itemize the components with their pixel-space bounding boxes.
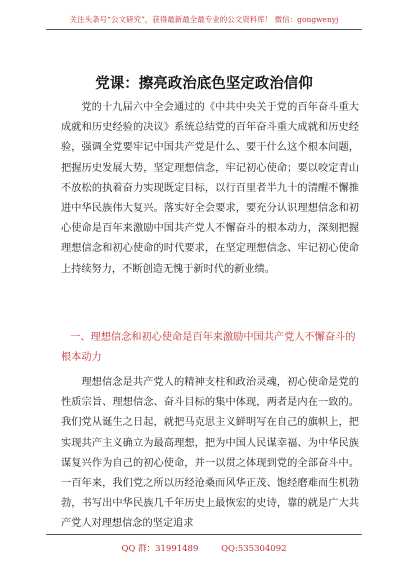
page-footer <box>0 542 408 554</box>
body-paragraph-1: 党的十九届六中全会通过的《中共中央关于党的百年奋斗重大成就和历史经验的决议》系统总结党的百年奋斗重大成就和历史经验，强调全党要牢记中国共产党是什么、要干什么这个根本问题，把握历史发展大势，坚定理想信念，牢记初心使命；要以咬定青山不放松的执着奋力实现既定目标，以行百里者半九十的清醒不懈推进中华民族伟大复兴。落实好全会要求，要充分认识理想信念和初心使命是百年来激励中国共产党人不懈奋斗的根本动力，深刻把握理想信念和初心使命的时代要求，在坚定理想信念、牢记初心使命上持续努力，不断创造无愧于新时代的新业绩。 <box>61 102 359 275</box>
footer-divider <box>46 534 362 535</box>
header-divider <box>46 29 362 30</box>
footer-qq-group: QQ 群：31991489 <box>121 544 199 554</box>
section-heading-1: 一、理想信念和初心使命是百年来激励中国共产党人不懈奋斗的根本动力 <box>61 332 356 364</box>
page-header: 关注头条号“公文研究”，获得最新最全最专业的公文资料库！ 微信：gongwenyj <box>69 15 339 24</box>
footer-qq: QQ:535304092 <box>221 544 287 554</box>
document-title: 党课：擦亮政治底色坚定政治信仰 <box>95 75 313 92</box>
body-paragraph-2: 理想信念是共产党人的精神支柱和政治灵魂，初心使命是党的性质宗旨、理想信念、奋斗目标的集中体现，两者是内在一致的。我们党从诞生之日起，就把马克思主义鲜明写在自己的旗帜上，把实现共产主义确立为最高理想，把为中国人民谋幸福、为中华民族谋复兴作为自己的初心使命，并一以贯之体现到党的全部奋斗中。一百年来，我们党之所以历经沧桑而风华正茂、饱经磨难而生机勃勃，书写出中华民族几千年历史上最恢宏的史诗，靠的就是广大共产党人对理想信念的坚定追求 <box>61 377 359 530</box>
